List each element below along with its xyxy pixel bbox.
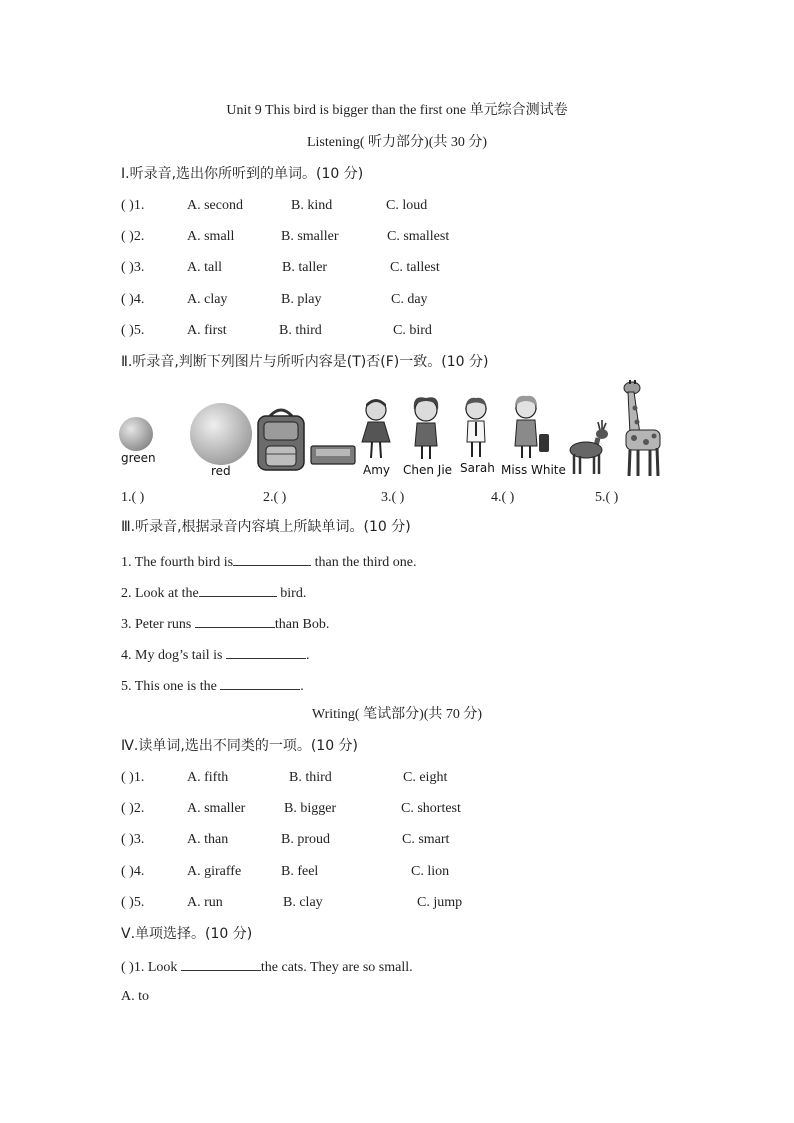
option-c: C. loud [386,198,428,213]
caption-sarah: Sarah [460,461,495,475]
answer-blank[interactable]: ( )5. [121,895,145,910]
answer-blank[interactable]: ( )4. [121,292,145,307]
section2-heading: Ⅱ.听录音,判断下列图片与所听内容是(T)否(F)一致。(10 分) [121,354,489,370]
caption-chen-jie: Chen Jie [403,463,453,477]
option-c: C. day [391,292,428,307]
list-item: 2. Look at the bird. [121,582,306,603]
option-c: C. smallest [387,229,450,244]
backpack-picture [254,406,308,472]
option-a: A. tall [187,260,222,275]
option-b: B. play [281,292,322,307]
writing-header: Writing( 笔试部分)(共 70 分) [311,707,483,722]
caption-amy: Amy [363,463,390,477]
option-c: C. shortest [401,801,461,816]
list-item: 1. The fourth bird is than the third one. [121,551,417,572]
option-a: A. than [187,832,229,847]
option-a: A. run [187,895,223,910]
list-item: 3. Peter runs than Bob. [121,613,329,634]
fill-in-blank[interactable] [233,551,311,566]
option-b: B. clay [283,895,323,910]
red-ball-picture [189,402,255,468]
caption-red: red [211,464,231,478]
option-a: A. giraffe [187,864,242,879]
option-c: C. eight [403,770,448,785]
option-a: A. fifth [187,770,229,785]
fill-in-blank[interactable] [181,956,261,971]
answer-blank[interactable]: 1.( ) [121,490,145,505]
answer-blank[interactable]: 2.( ) [263,490,287,505]
deer-picture [568,418,614,476]
list-item: 5. This one is the . [121,675,304,696]
giraffe-picture [616,378,666,478]
list-item: 4. My dog’s tail is . [121,644,310,665]
answer-blank[interactable]: ( )3. [121,832,145,847]
green-ball-picture [118,416,158,456]
option-c: C. smart [402,832,450,847]
option-c: C. jump [417,895,463,910]
option-a: A. to [121,989,149,1004]
list-item: ( )1. Look the cats. They are so small. [121,956,413,977]
section1-heading: Ⅰ.听录音,选出你所听到的单词。(10 分) [121,166,364,182]
option-b: B. proud [281,832,330,847]
option-a: A. first [187,323,227,338]
caption-green: green [121,451,156,465]
fill-in-blank[interactable] [220,675,300,690]
pencil-box-picture [310,444,358,466]
option-a: A. clay [187,292,228,307]
answer-blank[interactable]: ( )1. [121,198,145,213]
option-a: A. second [187,198,243,213]
option-b: B. kind [291,198,333,213]
answer-blank[interactable]: 5.( ) [595,490,619,505]
girl-sarah-picture [458,396,494,460]
fill-in-blank[interactable] [226,644,306,659]
section3-heading: Ⅲ.听录音,根据录音内容填上所缺单词。(10 分) [121,519,411,535]
option-b: B. feel [281,864,319,879]
answer-blank[interactable]: ( )2. [121,801,145,816]
listening-header: Listening( 听力部分)(共 30 分) [306,135,488,150]
option-a: A. smaller [187,801,246,816]
option-b: B. bigger [284,801,337,816]
section4-heading: Ⅳ.读单词,选出不同类的一项。(10 分) [121,738,359,754]
answer-blank[interactable]: ( )2. [121,229,145,244]
section5-heading: Ⅴ.单项选择。(10 分) [121,926,253,942]
girl-amy-picture [358,398,394,462]
answer-blank[interactable]: 4.( ) [491,490,515,505]
page-title: Unit 9 This bird is bigger than the first one 单元综合测试卷 [226,103,568,118]
option-c: C. lion [411,864,450,879]
option-b: B. third [289,770,332,785]
question-text: ( )1. Look [121,960,181,975]
answer-blank[interactable]: ( )3. [121,260,145,275]
option-a: A. small [187,229,235,244]
option-b: B. taller [282,260,328,275]
woman-miss-white-picture [506,394,552,460]
option-b: B. third [279,323,322,338]
option-c: C. bird [393,323,432,338]
caption-miss-white: Miss White [501,463,566,477]
answer-blank[interactable]: ( )4. [121,864,145,879]
option-c: C. tallest [390,260,440,275]
answer-blank[interactable]: 3.( ) [381,490,405,505]
fill-in-blank[interactable] [199,582,277,597]
option-b: B. smaller [281,229,339,244]
answer-blank[interactable]: ( )5. [121,323,145,338]
girl-chen-jie-picture [406,396,446,462]
fill-in-blank[interactable] [195,613,275,628]
answer-blank[interactable]: ( )1. [121,770,145,785]
